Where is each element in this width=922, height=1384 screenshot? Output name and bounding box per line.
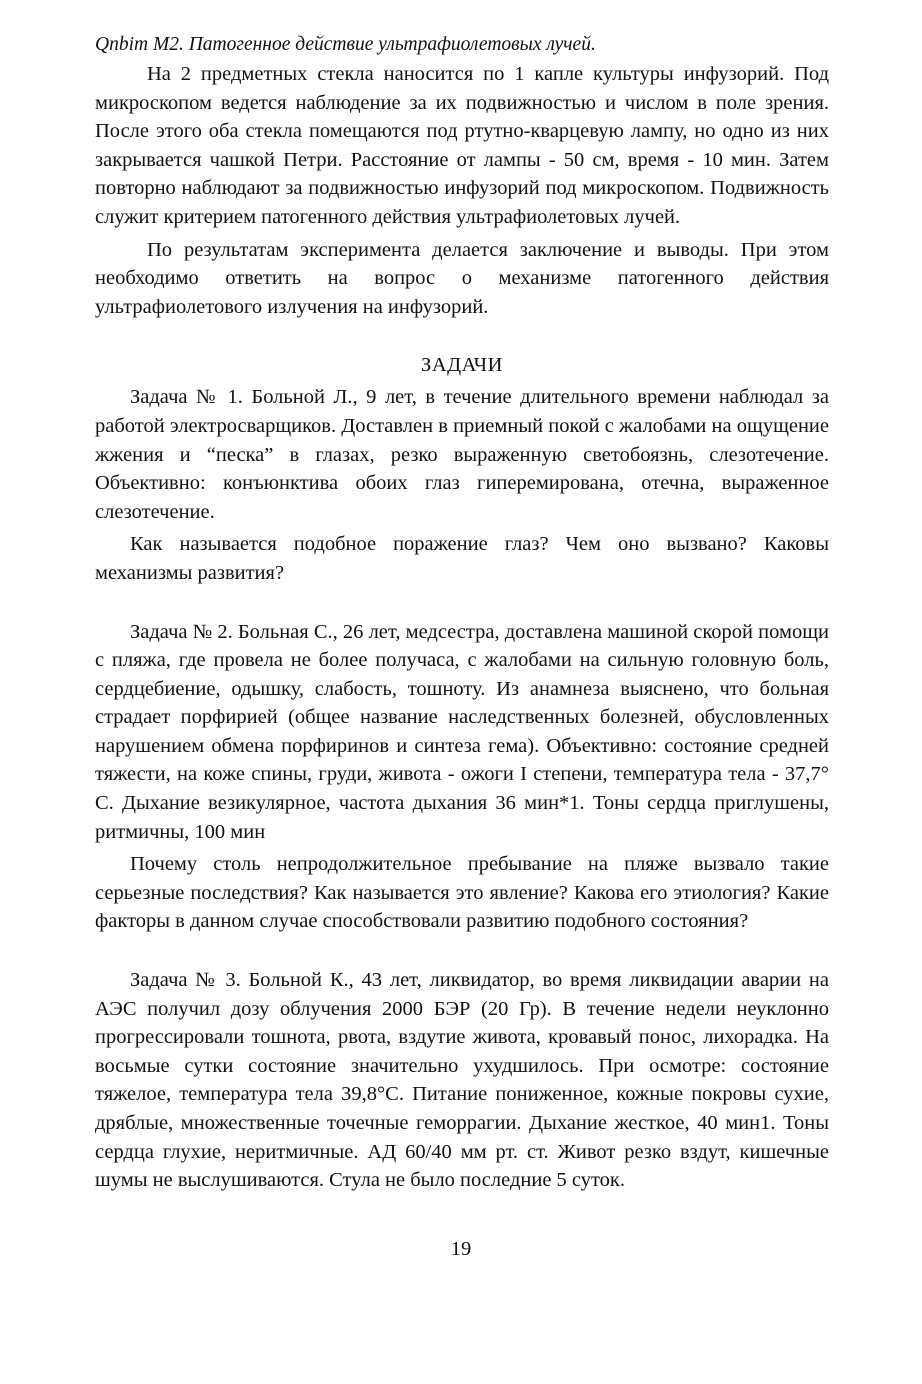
task-2-case: Задача № 2. Больная С., 26 лет, медсестра, доставлена машиной скорой помощи с пляжа, где провела не более получаса, с жалобами на сильную головную боль, сердцебиение, одышку, слабость, тошноту. Из анамнеза выяснено, что больная страдает порфирией (общее название наследственных болезней, обусловленных нарушением обмена порфиринов и синтеза гема). Объективно: состояние средней тяжести, на коже спины, груди, живота - ожоги I степени, температура тела - 37,7° С. Дыхание везикулярное, частота дыхания 36 мин*1. Тоны сердца приглушены, ритмичны, 100 мин [95,620,829,843]
section-title: ЗАДАЧИ [421,354,503,377]
task-1-case: Задача № 1. Больной Л., 9 лет, в течение длительного времени наблюдал за работой электросварщиков. Доставлен в приемный покой с жалобами на ощущение жжения и “песка” в глазах, резко выраженную светобоязнь, слезотечение. Объективно: конъюнктива обоих глаз гиперемирована, отечна, выраженное слезотечение. [95,386,829,523]
spacer [95,936,829,966]
experiment-paragraph-2: По результатам эксперимента делается заключение и выводы. При этом необходимо ответить на вопрос о механизме патогенного действия ультрафиолетового излучения на инфузорий. [95,238,829,318]
spacer [95,588,829,618]
task-2-question: Почему столь непродолжительное пребывание на пляже вызвало такие серьезные последствия? Как называется это явление? Какова его этиология? Какие факторы в данном случае способствовали развитию подобного состояния? [95,853,829,933]
task-3-case: Задача № 3. Больной К., 43 лет, ликвидатор, во время ликвидации аварии на АЭС получил дозу облучения 2000 БЭР (20 Гр). В течение недели неуклонно прогрессировали тошнота, рвота, вздутие живота, кровавый понос, лихорадка. На восьмые сутки состояние значительно ухудшилось. При осмотре: состояние тяжелое, температура тела 39,8°С. Питание пониженное, кожные покровы сухие, дряблые, множественные точечные геморрагии. Дыхание жесткое, 40 мин1. Тоны сердца глухие, неритмичные. АД 60/40 мм рт. ст. Живот резко вздут, кишечные шумы не выслушиваются. Стула не было последние 5 суток. [95,969,829,1192]
page-number: 19 [450,1238,472,1260]
spacer [95,321,829,351]
page-content [95,30,829,1195]
experiment-title: Qnbim M2. Патогенное действие ультрафиолетовых лучей. [95,34,596,55]
task-1-question: Как называется подобное поражение глаз? Чем оно вызвано? Каковы механизмы развития? [95,533,829,584]
experiment-paragraph-1: На 2 предметных стекла наносится по 1 капле культуры инфузорий. Под микроскопом ведется наблюдение за их подвижностью и числом в поле зрения. После этого оба стекла помещаются под ртутно-кварцевую лампу, но одно из них закрывается чашкой Петри. Расстояние от лампы - 50 см, время - 10 мин. Затем повторно наблюдают за подвижностью инфузорий под микроскопом. Подвижность служит критерием патогенного действия ультрафиолетовых лучей. [95,63,829,228]
